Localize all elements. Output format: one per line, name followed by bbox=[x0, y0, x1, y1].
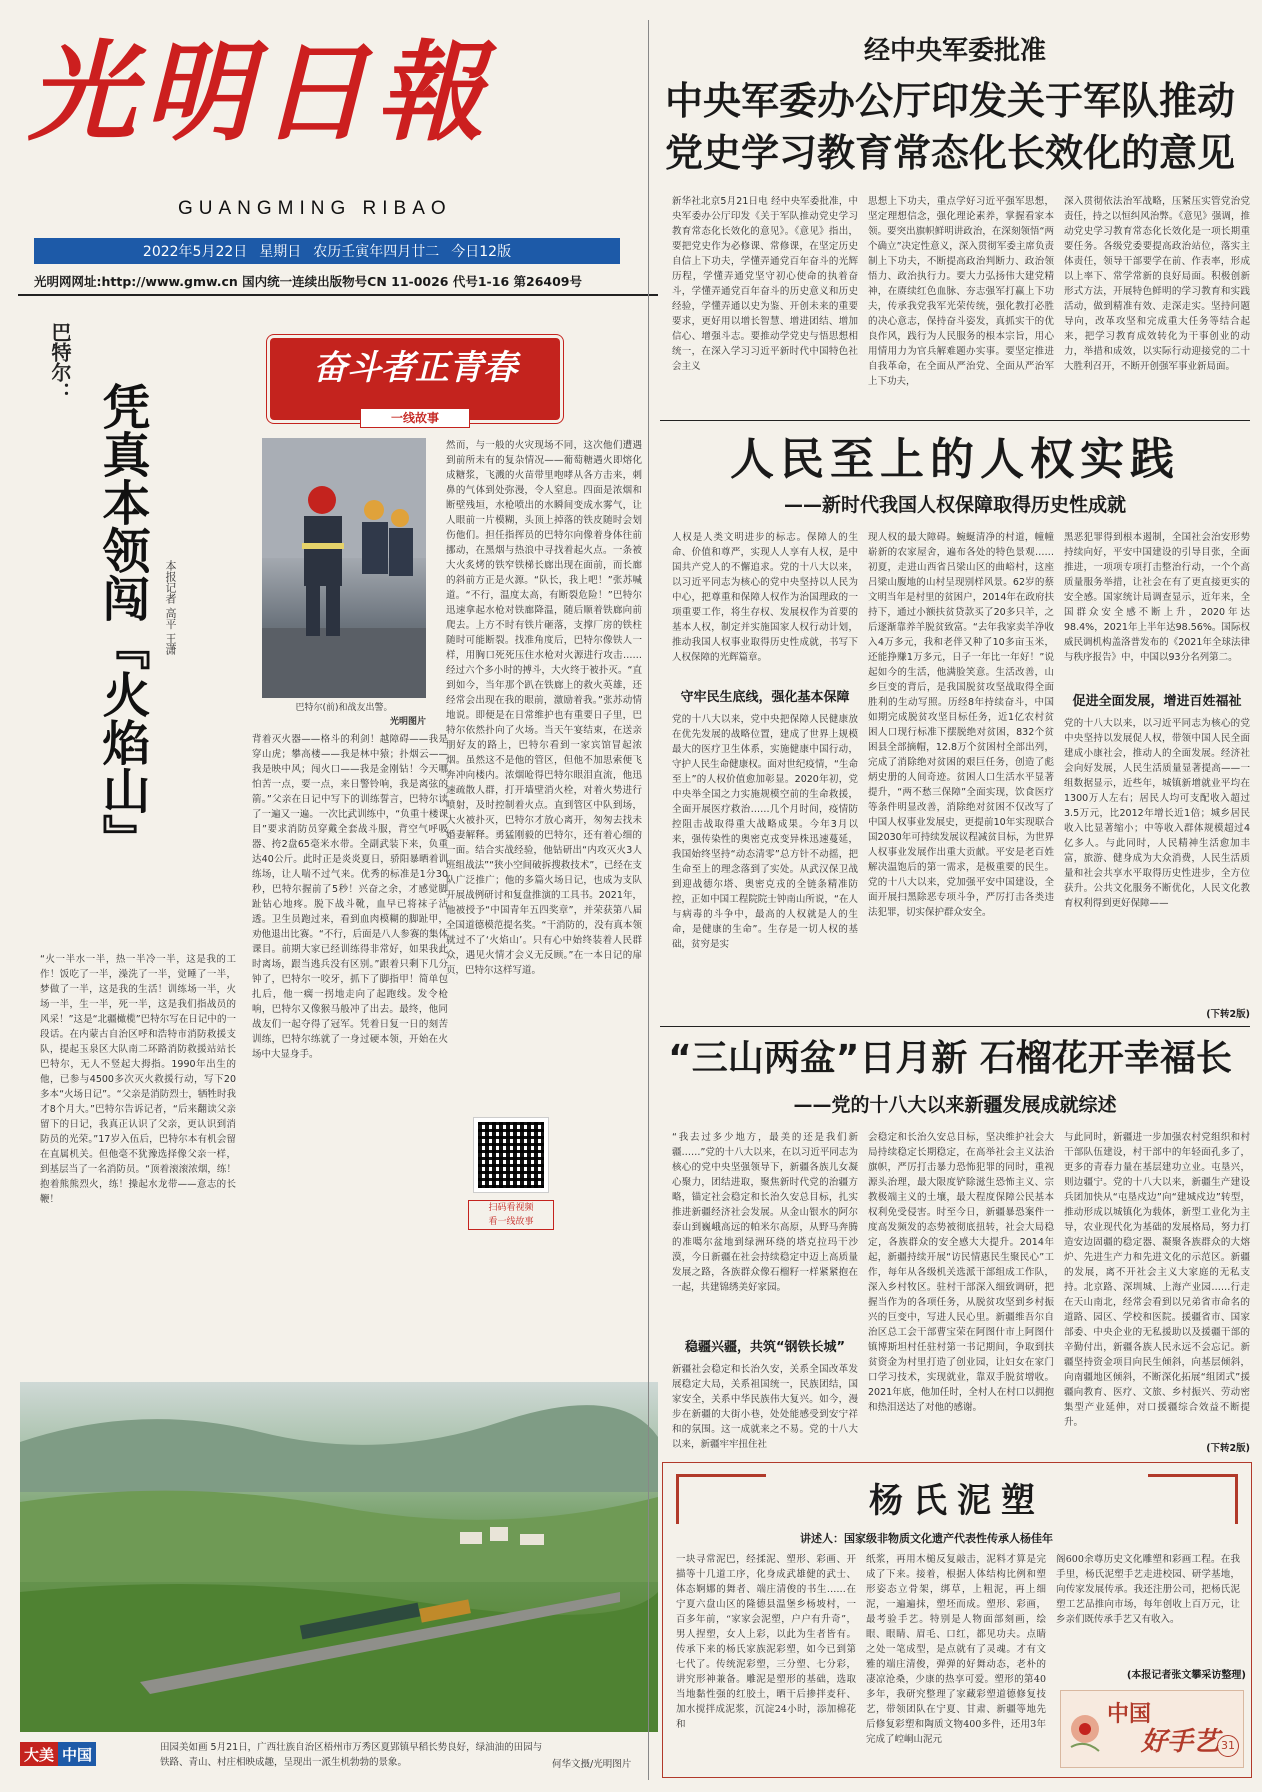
landscape-tag-right: 中国 bbox=[58, 1742, 96, 1766]
landscape-credit: 何华文摄/光明图片 bbox=[552, 1759, 632, 1770]
qr-code[interactable] bbox=[474, 1118, 548, 1192]
rights-rule bbox=[660, 1026, 1250, 1027]
weekday: 星期日 bbox=[259, 244, 302, 260]
lead-kicker: 经中央军委批准 bbox=[863, 36, 1046, 66]
rights-section-1: 守牢民生底线，强化基本保障 bbox=[680, 690, 850, 705]
xinjiang-subtitle: ——党的十八大以来新疆发展成就综述 bbox=[793, 1094, 1117, 1116]
qr-caption-line1: 扫码看视频 bbox=[488, 1203, 534, 1213]
date: 2022年5月22日 bbox=[142, 244, 248, 260]
lead-rule bbox=[660, 420, 1250, 421]
xinjiang-col-2: 会稳定和长治久安总目标，坚决维护社会大局持续稳定长期稳定，在高举社会主义法治旗帜，严厉打击暴力恐怖犯罪的同时，重视源头治理，最大限度铲除滋生恐怖主义、宗教极端主义的土壤，最大程度保障公民基本权利免受侵害。时至今日，新疆暴恐案件一度高发频发的态势被彻底扭转，社会大局稳定，各族群众的安全感大大提升。2014年起，新疆持续开展“访民情惠民生聚民心”工作，每年从各级机关选派干部组成工作队，深入乡村牧区。驻村干部深入细致调研，把握当作为的各项任务，从脱贫攻坚到乡村振兴的巨变中，写进人民心里。新疆维吾尔自治区总工会干部曹宝荣在阿图什市上阿图什镇博斯坦村任驻村第一书记期间，争取到扶贫资金为村里打造了创业园，让妇女在家门口学习技术，实现就业，靠双手脱贫增收。2021年底，他加任时，全村人在村口以拥抱和热泪送达了对他的感谢。 bbox=[868, 1132, 1054, 1413]
landscape-caption: 田园美如画 5月21日，广西壮族自治区梧州市万秀区夏郢镇早稻长势良好，绿油油的田园与铁路、青山、村庄相映成趣，呈现出一派生机勃勃的景象。 bbox=[160, 1742, 543, 1768]
feature-banner-title: 奋斗者正青春 bbox=[313, 348, 517, 388]
feature-left-col: “火一半水一半，热一半冷一半，这是我的工作！饭吃了一半，澡洗了一半，觉睡了一半，梦做了一半，这是我的生活！训练场一半，火场一半，生一半，死一半，这是我们指战员的风采！”这是“北疆橄榄”巴特尔写在日记中的一段话。在内蒙古自治区呼和浩特市消防救援支队，提起玉泉区大队南二环路消防救援站站长巴特尔，无人不竖起大拇指。1990年出生的他，已参与4500多次灭火救援行动，写下20多本“火场日记”。“父亲是消防烈士，牺牲时我才8个月大。”巴特尔告诉记者，“后来翻读父亲留下的日记，我真正认识了父亲，更认识到消防员的光荣。”17岁入伍后，巴特尔本有机会留在直属机关。但他毫不犹豫选择像父亲一样，到基层当了一名消防员。“顶着滚滚浓烟，练！抱着熊熊烈火，练！操起水龙带——意志的长鞭！ bbox=[40, 954, 236, 1205]
landscape-tag-left: 大美 bbox=[20, 1742, 58, 1766]
photo-caption: 巴特尔(前)和战友出警。 bbox=[295, 703, 393, 713]
rights-subtitle: ——新时代我国人权保障取得历史性成就 bbox=[783, 494, 1126, 516]
xinjiang-title: “三山两盆”日月新 石榴花开幸福长 bbox=[668, 1038, 1232, 1079]
masthead-rule bbox=[18, 294, 658, 296]
masthead bbox=[28, 18, 618, 219]
masthead-pinyin: GUANGMING RIBAO bbox=[178, 198, 452, 219]
rights-section-2: 促进全面发展，增进百姓福祉 bbox=[1072, 694, 1242, 709]
photo-credit: 光明图片 bbox=[389, 717, 426, 727]
lead-title-line2: 党史学习教育常态化长效化的意见 bbox=[664, 131, 1235, 175]
masthead-title: 光明日報 bbox=[28, 30, 493, 156]
xinjiang-col-1b: 新疆社会稳定和长治久安，关系全国改革发展稳定大局，关系祖国统一，民族团结，国家安全，关系中华民族伟大复兴。如今，漫步在新疆的大街小巷，处处能感受到安宁祥和的氛围。这一成就来之不易。党的十八大以来，新疆牢牢扭住社 bbox=[672, 1364, 858, 1450]
clay-badge-big: 好手艺 bbox=[1141, 1727, 1220, 1757]
qr-caption-line2: 看一线故事 bbox=[488, 1217, 534, 1227]
lead-col-1: 新华社北京5月21日电 经中央军委批准，中央军委办公厅印发《关于军队推动党史学习教育常态化长效化的意见》。《意见》指出，要把党史作为必修课、常修课，在坚定历史自信上下功夫，学懂弄通党百年奋斗的光辉历程，学懂弄通党坚守初心使命的执着奋斗，学懂弄通党百年奋斗的历史意义和历史经验，学懂弄通以史为鉴、开创未来的重要要求，更好用以增长智慧、增进团结、增加信心、增强斗志。要推动学党史与悟思想相统一，在深入学习习近平新时代中国特色社会主义 bbox=[672, 196, 858, 372]
feature-mid-col: 背着灭火器——格斗的利剑！越障碍——我是穿山虎；攀高楼——我是林中猿；扑烟云——我是映中风；闯火口——我是金刚钻！今天哪怕苦一点，要一点，来日警铃响，我是离弦的箭。”父亲在日记中写下的训练誓言，巴特尔读了一遍又一遍。一次比武训练中，“负重十楼课目”要求消防员穿戴全套战斗服，背空气呼吸器、挎2盘65毫米水带。全副武装下来，负重达40公斤。此时正是炎炎夏日，骄阳暴晒着训练场，让人喘不过气来。优秀的标准是1分30秒，巴特尔握前了5秒！兴奋之余，才感觉脚趾钻心地疼。脱下战斗靴，血早已将袜子沾透。卫生员跑过来，看到血肉模糊的脚趾甲，劝他退出比赛。“不行，后面是八人参赛的集体课目。前期大家已经训练得非常好，如果我此时离场，跟当逃兵没有区别。”跟着只剩下几分钟了，巴特尔一咬牙，抓下了脚指甲！简单包扎后，他一瘸一拐地走向了起跑线。发令枪响，巴特尔又像猴马般冲了出去。最终，他同战友们一起夺得了冠军。凭着日复一日的刻苦训练，巴特尔练就了一身过硬本领，开始在火场中大显身手。 bbox=[252, 734, 448, 1060]
lunar-date: 农历壬寅年四月廿二 bbox=[313, 244, 440, 260]
xinjiang-continued[interactable]: (下转2版) bbox=[1206, 1443, 1250, 1454]
center-column-rule bbox=[648, 20, 649, 1780]
rights-col-2: 现人权的最大障碍。蜿蜒清净的村道，幢幢崭新的农家屋舍，遍布各处的特色景观……初夏，走进山西省吕梁山区的曲峪村，这座吕梁山腹地的山村呈现别样风景。62岁的蔡文明当年是村里的贫困户，2014年在政府扶持下，通过小额扶贫贷款买了20多只羊，之后逐渐靠养羊脱贫致富。“去年我家卖羊净收入4万多元，我和老伴又种了10多亩玉米，还能挣赚1万多元，日子一年比一年好！”说起如今的生活，他满脸笑意。生活改善，山乡巨变的背后，是我国脱贫攻坚战取得全面胜利的生动写照。历经8年持续奋斗，中国如期完成脱贫攻坚目标任务，近1亿农村贫困人口现行标准下摆脱绝对贫困，832个贫困县全部摘帽，12.8万个贫困村全部出列，完成了消除绝对贫困的艰巨任务，创造了彪炳史册的人间奇迹。贫困人口生活水平显著提升，“两不愁三保障”全面实现，饮食医疗等条件明显改善，消除绝对贫困不仅改写了中国人权事业发展史，更提前10年实现联合国2030年可持续发展议程减贫目标，为世界人权事业发展作出重大贡献。平安是老百姓解决温饱后的第一需求，是极重要的民生。党的十八大以来，党加强平安中国建设，全面开展扫黑除恶专项斗争，严厉打击各类违法犯罪，切实保护群众安全。 bbox=[868, 532, 1054, 918]
firefighter-photo bbox=[262, 438, 426, 698]
clay-col-3: 阁600余尊历史文化雕塑和彩画工程。在我手里，杨氏泥塑手艺走进校园、研学基地，向传家发展传承。我还注册公司，把杨氏泥塑工艺品推向市场，每年创收上百万元，让乡亲们既传承手艺又有收入。 bbox=[1056, 1554, 1240, 1625]
rights-title: 人民至上的人权实践 bbox=[730, 434, 1180, 485]
landscape-tag bbox=[20, 1742, 120, 1766]
clay-badge-small: 中国 bbox=[1107, 1701, 1152, 1727]
date-bar bbox=[34, 238, 620, 264]
xinjiang-col-1: “我去过多少地方，最美的还是我们新疆……”党的十八大以来，在以习近平同志为核心的党中央坚强领导下，新疆各族儿女凝心聚力，团结进取，聚焦新时代党的治疆方略，锚定社会稳定和长治久安总目标，扎实推进新疆经济社会发展。从金山银水的阿尔泰山到巍峨高远的帕米尔高原，从野马奔腾的准噶尔盆地到绿洲环绕的塔克拉玛干沙漠，今日新疆在社会持续稳定中迈上高质量发展之路，各族群众像石榴籽一样紧紧抱在一起，共建锦绣美好家园。 bbox=[672, 1132, 858, 1293]
clay-footnote: (本报记者张文攀采访整理) bbox=[1126, 1670, 1246, 1681]
rights-col-1b: 党的十八大以来，党中央把保障人民健康放在优先发展的战略位置，建成了世界上规模最大的医疗卫生体系，实施健康中国行动，守护人民生命健康权。面对世纪疫情，“生命至上”的人权价值愈加彰显。2020年初，党中央举全国之力实施规模空前的生命救援，全面开展医疗救治……几个月时间，疫情防控阻击战取得重大战略成果。今年3月以来，强传染性的奥密克戎变异株迅速蔓延，我国始终坚持“动态清零”总方针不动摇，把生命至上的理念落到了实处。从武汉保卫战到迎战德尔塔、奥密克戎的全链条精准防控，正如中国工程院院士钟南山所说，“在人与病毒的斗争中，最高的人权就是人的生命，是健康的生命”。生存是一切人权的基础，贫穷是实 bbox=[672, 714, 858, 950]
rights-col-3b: 党的十八大以来，以习近平同志为核心的党中央坚持以发展促人权，带领中国人民全面建成小康社会，推动人的全面发展。经济社会向好发展，人民生活质量显著提高——一组数据显示，近些年，城镇新增就业平均在1300万人左右；居民人均可支配收入超过3.5万元，比2012年增长近1倍；城乡居民收入比显著缩小；中等收入群体规模超过4亿多人。与此同时，人民精神生活愈加丰富，旅游、健身成为大众消费，人民生活质量和社会共享水平取得历史性进步，全方位获升。公共文化服务不断优化，人民文化教育权利得到更好保障—— bbox=[1064, 718, 1250, 909]
rights-col-3: 黑恶犯罪得到根本遏制，全国社会治安形势持续向好，平安中国建设的引导目张，全面推进，一项项专项打击整治行动，一个个高质量服务举措，让社会在有了更直接更实的安全感。国家统计局调查显示，近年来，全国群众安全感不断上升，2020年达98.4%，2021年上半年达98.56%。国际权威民调机构盖洛普发布的《2021年全球法律与秩序报告》中，中国以93分名列第二。 bbox=[1064, 532, 1250, 663]
lead-col-3: 深入贯彻依法治军战略，压紧压实管党治党责任，持之以恒纠风治弊。《意见》强调，推动党史学习教育常态化长效化是一项长期重要任务。各级党委要提高政治站位，落实主体责任，领导干部要学在前、作表率，形成以上率下、常学常新的良好局面。积极创新形式方法，开展特色鲜明的学习教育和实践活动，做到精准有效、走深走实。坚持问题导向，改革攻坚和完成重大任务等结合起来，把学习教育成效转化为干事创业的动力，举措和成效，以实际行动迎接党的二十大胜利召开，不断开创强军事业新局面。 bbox=[1064, 196, 1250, 372]
publication-info: 光明网网址:http://www.gmw.cn 国内统一连续出版物号CN 11-0026 代号1-16 第26409号 bbox=[34, 274, 582, 289]
landscape-photo bbox=[20, 1382, 658, 1732]
landscape-illustration bbox=[20, 1382, 658, 1732]
qr-caption bbox=[468, 1200, 554, 1230]
feature-reporters: 本报记者 高平 王潇 bbox=[164, 560, 177, 655]
clay-title: 杨氏泥塑 bbox=[869, 1481, 1045, 1521]
feature-right-col: 然而，与一般的火灾现场不同，这次他们遭遇到前所未有的复杂情况——葡萄糖遇火即熔化成糖浆，飞溅的火苗带里咆哮从各方击来，刺鼻的气体到处弥漫，令人窒息。四面是浓烟和断壁残垣，水枪喷出的水瞬间变成水雾气，让人眼前一片模糊，头顶上掉落的铁皮随时会划伤他们。担任指挥员的巴特尔向像着身体往前挪动，在黑烟与热浪中寻找着起火点。一条被大火炙烤的铁窄铁梯长廊出现在面前，而长廊的斜前方正是火源。“队长，我上吧！”张苏喊道。“不行，温度太高，有断裂危险！”巴特尔迅速拿起水枪对铁廊降温，随后顺着铁廊向前爬去。上方不时有铁片砸落，支撑厂房的铁柱随时可能断裂。找准角度后，巴特尔像铁人一样，用胸口死死压住水枪对火源进行攻击……经过六个多小时的搏斗，大火终于被扑灭。“直到如今，当年那个趴在铁廊上的救火英雄，还经常会出现在我的眼前，激励着我。”张苏动情地说。即便是在日常维护也有重要日子里，巴特尔依然扑向了火场。当天午宴结束，在送亲朋好友的路上，巴特尔看到一家宾馆冒起浓烟。虽然这不是他的管区，但他不加思索便飞奔冲向楼内。浓烟呛得巴特尔眼泪直流，他迅速疏散人群，打开墙壁消火栓，对着火势进行喷射，及时控制着火点。直到管区中队到场，大火被扑灭，巴特尔才放心离开，匆匆去找未婚妻解释。勇猛刚毅的巴特尔，还有着心细的一面。结合实战经验，他钻研出“内攻灭火3人班组战法”“狭小空间破拆搜救技术”，已经在支队广泛推广；他的多篇火场日记，也成为支队开展战例研讨和复盘推演的工具书。2021年，他被授予“中国青年五四奖章”，并荣获第八届全国道德模范提名奖。“干消防的，没有真本领就过不了‘火焰山’。只有心中始终装着人民群众，遇见火情才会义无反顾。”在一本日记的扉页，巴特尔这样写道。 bbox=[446, 440, 642, 976]
clay-col-2: 纸浆，再用木槌反复敲击，泥料才算是完成了下来。接着，根据人体结构比例和塑形姿态立骨架，绑草，上粗泥，再上细泥，一遍遍抹，塑坯而成。塑形、彩画，最考验手艺。特别是人物面部刻画，绘眼、眼睛、眉毛、口红，都见功夫。点睛之处一笔成型，是点就有了灵魂。才有文雅的端庄清俊，弹弹的好舞动态，老朴的凄凉沧桑，少康的热享可爱。塑形的第40多年，我研究整理了家藏彩塑道德修复技艺，带领团队在宁夏、甘肃、新疆等地先后修复彩塑和陶质文物400多件，还用3年完成了崆峒山泥元 bbox=[866, 1554, 1046, 1745]
lead-col-2: 思想上下功夫，重点学好习近平强军思想，坚定理想信念，强化理论素养，掌握看家本领。要突出旗帜鲜明讲政治，在深刻领悟“两个确立”决定性意义，深入贯彻军委主席负责制上下功夫，不断提高政治判断力、政治领悟力、政治执行力。要大力弘扬伟大建党精神，在赓续红色血脉、夯志强军打赢上下功夫，传承我党我军光荣传统，强化教打必胜的决心意志，保持奋斗姿发，真抓实干的优良作风，践行为人民服务的根本宗旨，用心用情用力为官兵解难题办实事。要坚定推进自我革命，在全面从严治党、全面从严治军上下功夫， bbox=[868, 196, 1054, 387]
firefighter-illustration bbox=[262, 438, 426, 698]
rights-col-1: 人权是人类文明进步的标志。保障人的生命、价值和尊严，实现人人享有人权，是中国共产党人的不懈追求。党的十八大以来，以习近平同志为核心的党中央坚持以人民为中心，把尊重和保障人权作为治国理政的一项重要工作，将生存权、发展权作为首要的基本人权，制定并实施国家人权行动计划，推动我国人权事业取得历史性成就，书写下人权保障的光辉篇章。 bbox=[672, 532, 858, 663]
rights-continued[interactable]: (下转2版) bbox=[1206, 1009, 1250, 1020]
xinjiang-col-3: 与此同时，新疆进一步加强农村党组织和村干部队伍建设，村干部中的年轻面孔多了，更多的青春力量在基层建功立业。屯垦兴，则边疆宁。党的十八大以来，新疆生产建设兵团加快从“屯垦戍边”向“建城戍边”转型，推动形成以城镇化为载体，新型工业化为主导，农业现代化为基础的发展格局，努力打造安边固疆的稳定器、凝聚各族群众的大熔炉、先进生产力和先进文化的示范区。新疆的发展，离不开社会主义大家庭的无私支持。北京路、深圳城、上海产业园……行走在天山南北，经常会看到以兄弟省市命名的道路、园区、学校和医院。援疆省市、国家部委、中央企业的无私援助以及援疆干部的辛勤付出，新疆各族人民永远不会忘记。新疆坚持资金项目向民生倾斜，向基层倾斜，向南疆地区倾斜，不断深化拓展“组团式”援疆向教育、医疗、文旅、乡村振兴、劳动密集型产业延伸，对口援疆综合效益不断提升。 bbox=[1064, 1132, 1250, 1428]
clay-badge-number: 31 bbox=[1217, 1735, 1239, 1757]
feature-title: 凭真本领闯『火焰山』 bbox=[94, 382, 150, 862]
feature-kicker: 巴特尔： bbox=[48, 322, 72, 402]
page-count: 今日12版 bbox=[451, 244, 512, 260]
lead-title-line1: 中央军委办公厅印发关于军队推动 bbox=[664, 79, 1235, 123]
clay-badge bbox=[1060, 1690, 1244, 1768]
clay-col-1: 一块寻常泥巴，经揉泥、塑形、彩画、开描等十几道工序，化身成武雄健的武士、体态婀娜的舞者、端庄清俊的书生……在宁夏六盘山区的隆德县温堡乡杨坡村，一百多年前，“家家会泥塑，户户有升奇”，男人捏塑，女人上彩，以此为生者皆有。传承下来的杨氏家族泥彩塑，如今已到第七代了。传统泥彩塑，三分塑、七分彩，讲究形神兼备。雕泥是塑形的基础，选取当地黏性强的红胶土，晒干后掺拌麦秆、加水搅拌成泥浆，沉淀24小时，添加棉花和 bbox=[676, 1554, 856, 1730]
clay-speaker: 讲述人：国家级非物质文化遗产代表性传承人杨佳年 bbox=[800, 1532, 1053, 1545]
xinjiang-section-1: 稳疆兴疆，共筑“钢铁长城” bbox=[684, 1340, 846, 1355]
feature-banner-sub: 一线故事 bbox=[360, 408, 470, 428]
